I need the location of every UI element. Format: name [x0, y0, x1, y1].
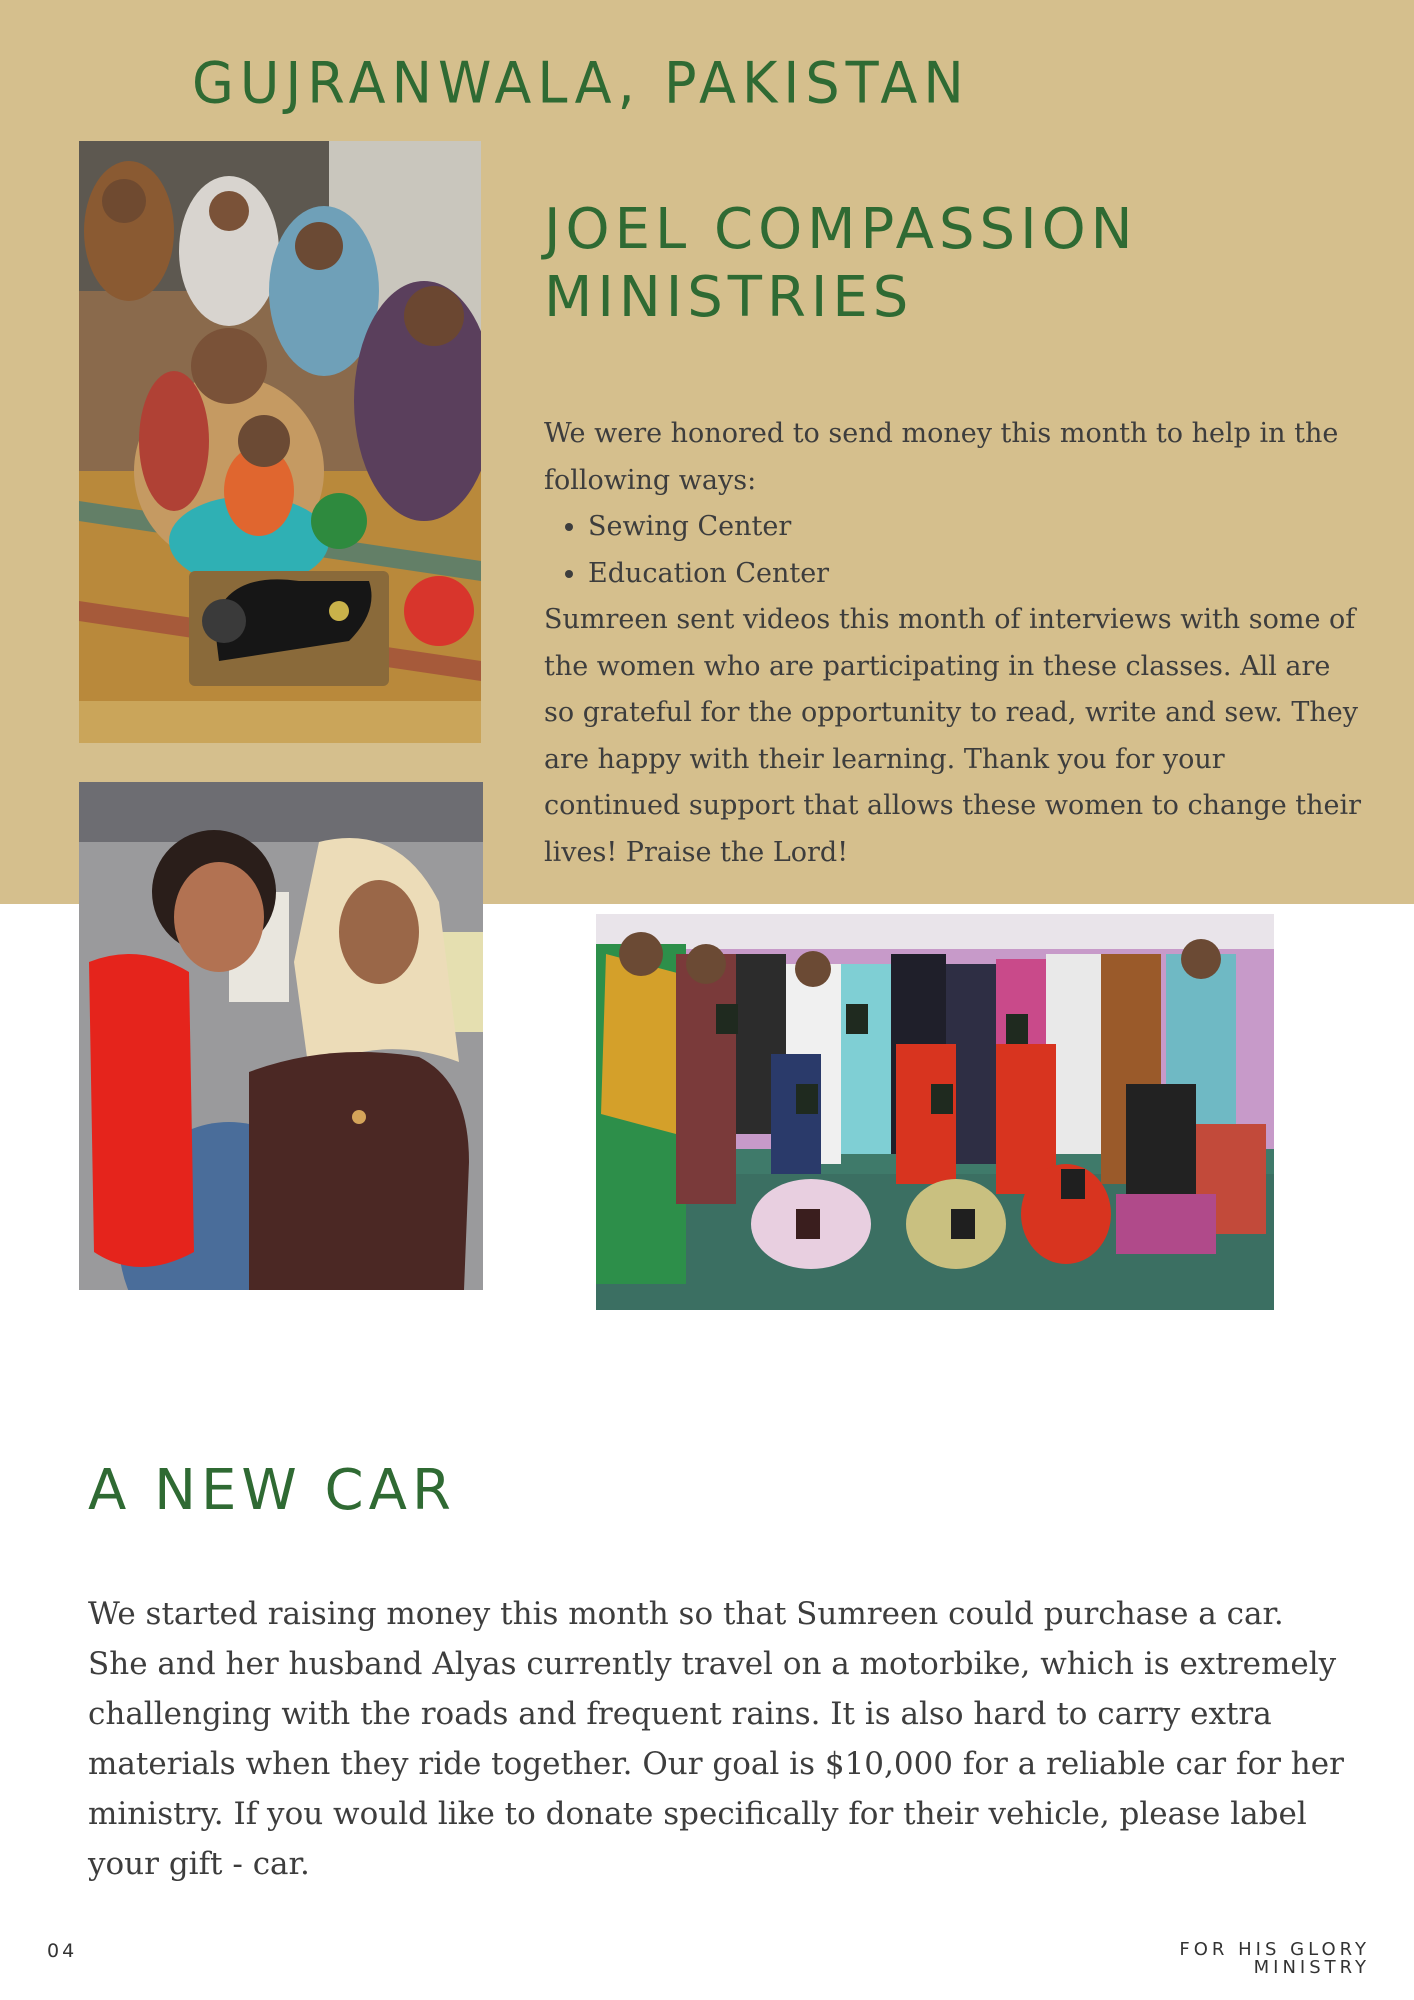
location-heading: GUJRANWALA, PAKISTAN — [192, 50, 970, 117]
ministry-description — [544, 411, 1364, 876]
brand-line-2: MINISTRY — [1253, 1957, 1370, 1978]
garments-photo — [79, 782, 483, 1290]
support-list — [544, 504, 1364, 597]
page-number: 04 — [47, 1940, 78, 1962]
intro-paragraph: We were honored to send money this month to help in the following ways: — [544, 418, 1339, 496]
list-item: • Education Center — [588, 551, 1364, 598]
new-car-heading: A NEW CAR — [88, 1458, 456, 1523]
footer-brand — [1179, 1941, 1370, 1977]
brand-line-1: FOR HIS GLORY — [1179, 1939, 1370, 1960]
group-photo — [596, 914, 1274, 1310]
ministry-heading: JOEL COMPASSION MINISTRIES — [544, 197, 1138, 330]
list-item: • Sewing Center — [588, 504, 1364, 551]
update-paragraph: Sumreen sent videos this month of interviews with some of the women who are participating in these classes. All are so grateful for the opportunity to read, write and sew. They are happy with their learning. Thank you for your continued support that allows these women to change their lives! Praise the Lord! — [544, 604, 1362, 868]
sewing-class-photo — [79, 141, 481, 743]
new-car-paragraph: We started raising money this month so that Sumreen could purchase a car. She and her husband Alyas currently travel on a motorbike, which is extremely challenging with the roads and frequent rains. It is also hard to carry extra materials when they ride together. Our goal is $10,000 for a reliable car for her ministry. If you would like to donate specifically for their vehicle, please label your gift - car. — [88, 1596, 1344, 1882]
